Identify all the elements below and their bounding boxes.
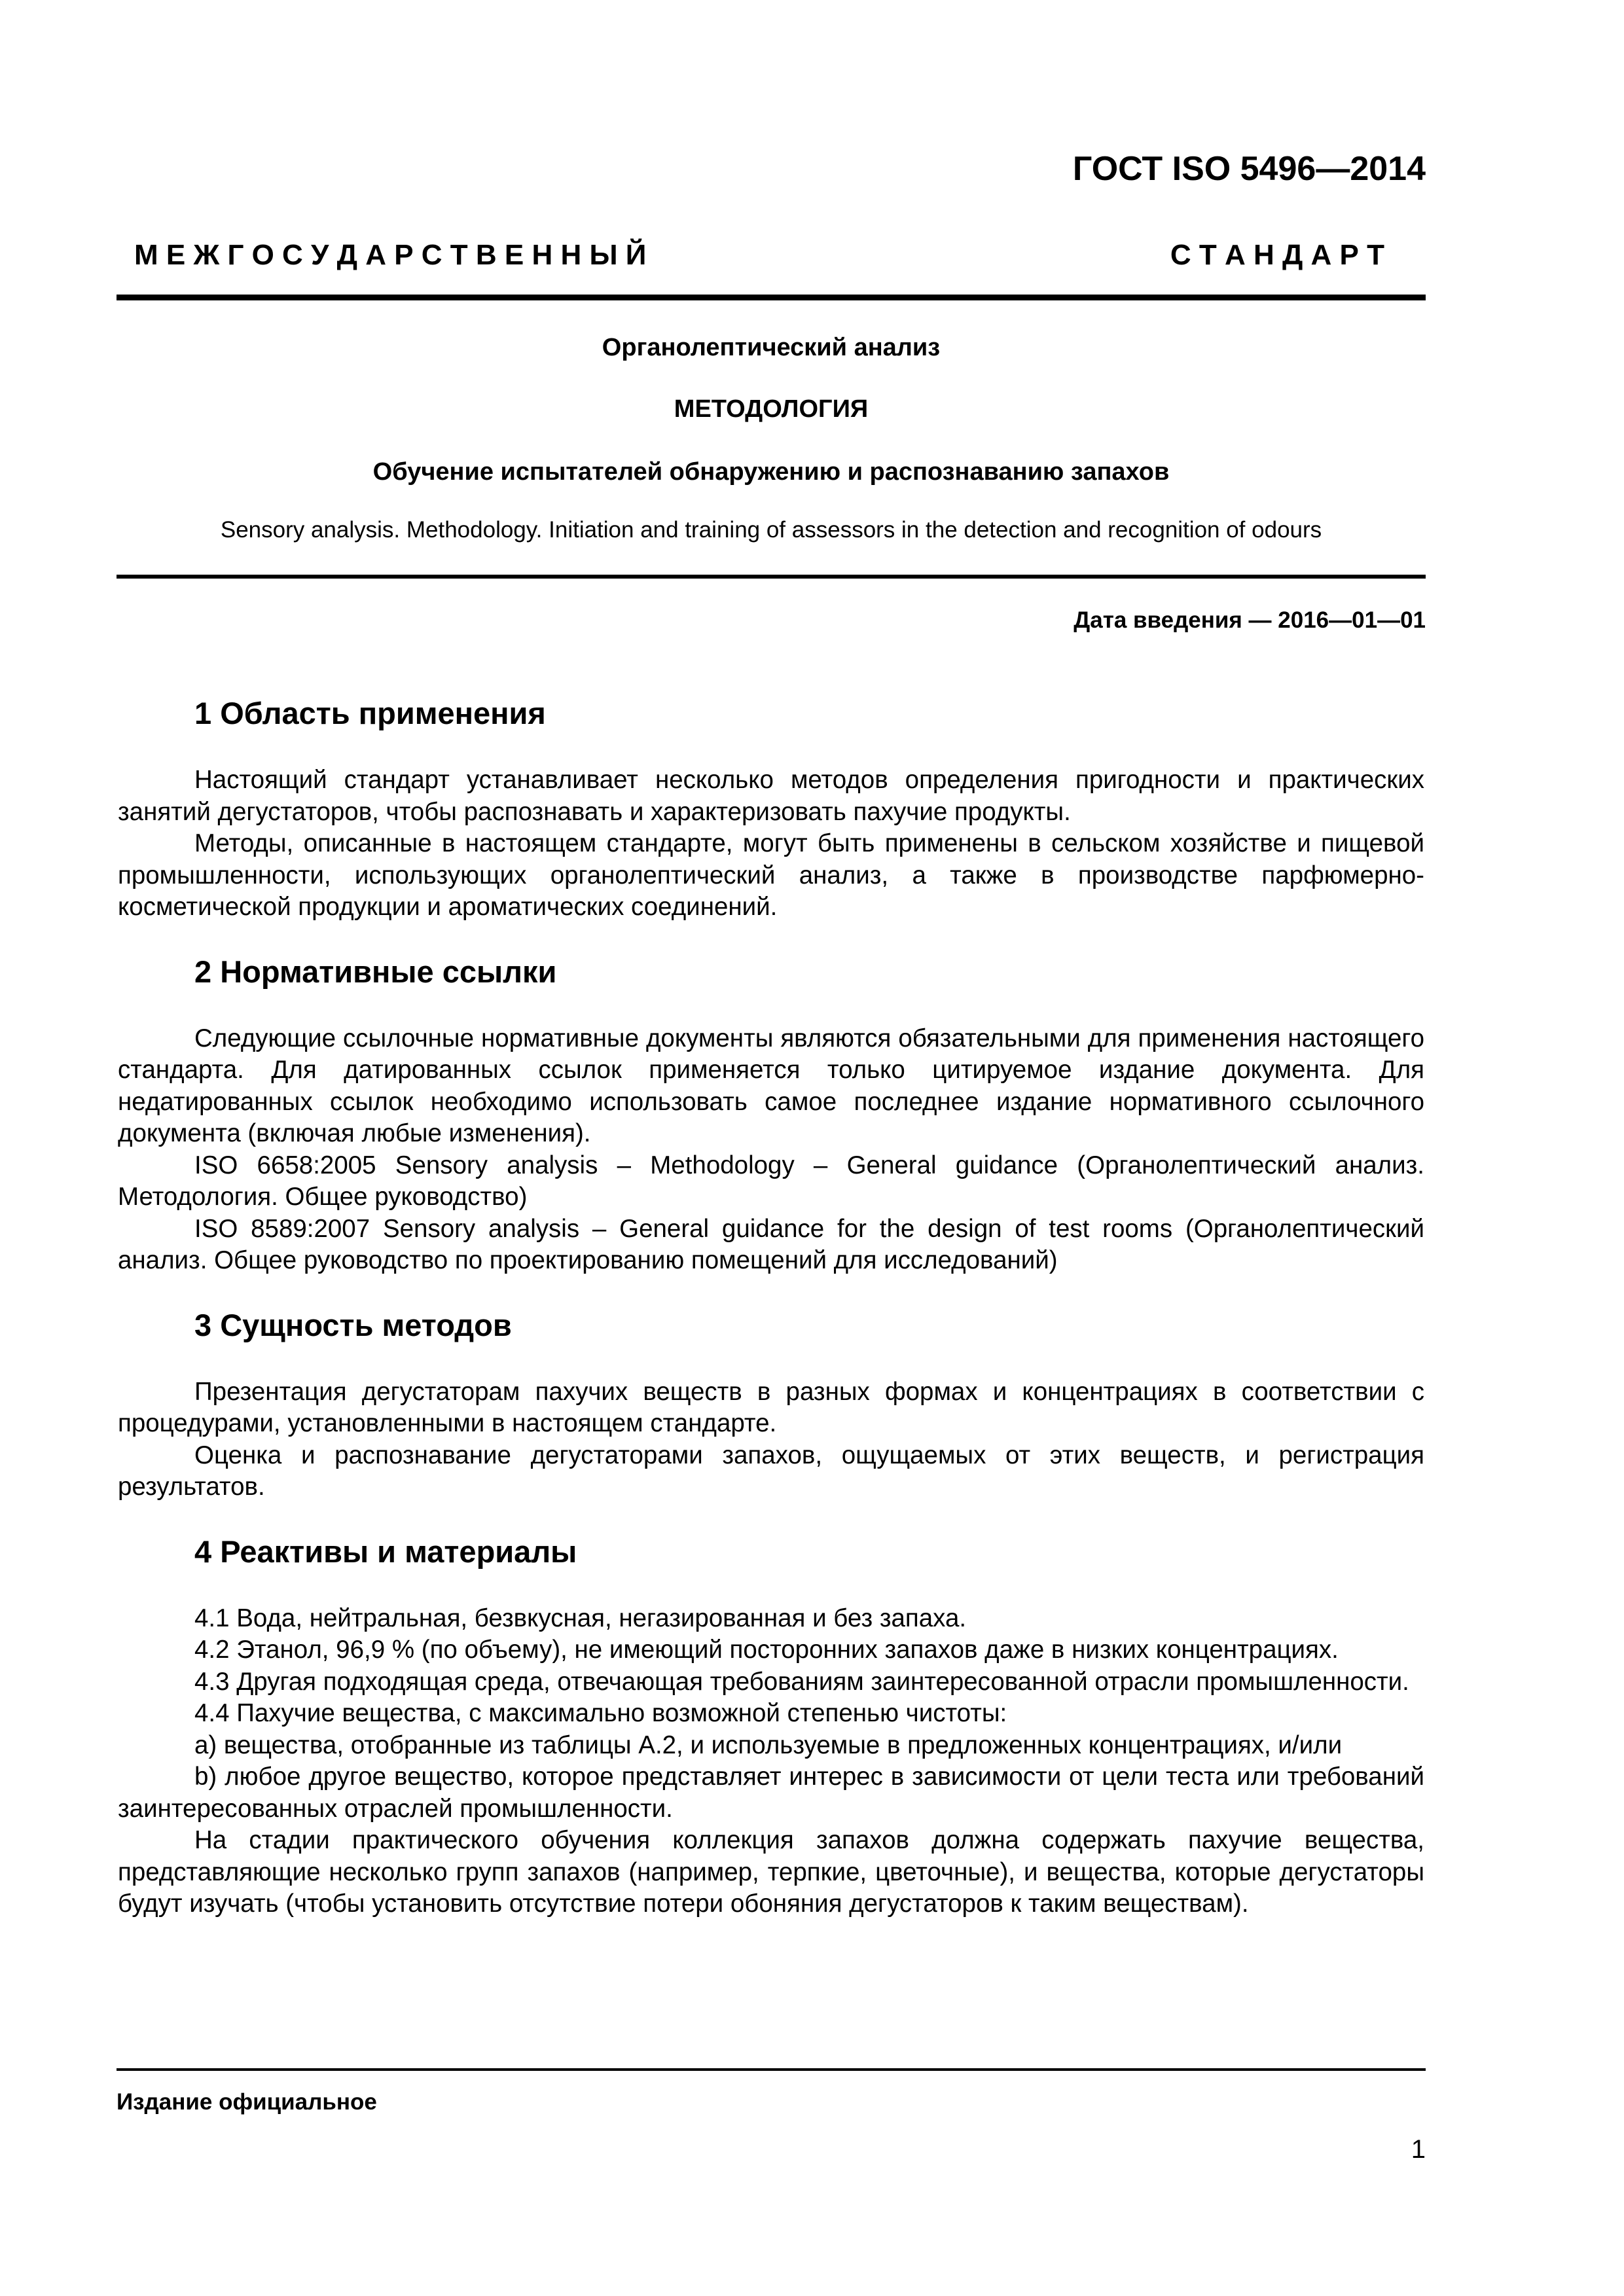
- section-heading: 3 Сущность методов: [194, 1307, 512, 1342]
- header-divider: [117, 295, 1426, 300]
- title-english: Sensory analysis. Methodology. Initiation and training of assessors in the detection and recognition of odours: [220, 517, 1322, 543]
- banner-word-standard: С Т А Н Д А Р Т: [1170, 239, 1384, 271]
- section-heading: 1 Область применения: [194, 696, 546, 730]
- paragraph: ISO 8589:2007 Sensory analysis – General guidance for the design of test rooms (Органолептический анализ. Общее руководство по проектированию помещений для исследований): [118, 1214, 1424, 1274]
- paragraph: 4.4 Пахучие вещества, с максимально возможной степенью чистоты:: [194, 1699, 1007, 1727]
- paragraph: Настоящий стандарт устанавливает несколько методов определения пригодности и практических занятий дегустаторов, чтобы распознавать и характеризовать пахучие продукты.: [118, 766, 1424, 826]
- title-line-2: МЕТОДОЛОГИЯ: [674, 395, 869, 423]
- paragraph: Презентация дегустаторам пахучих веществ в разных формах и концентрациях в соответствии с процедурами, установленными в настоящем стандарте.: [118, 1377, 1424, 1437]
- section-heading: 4 Реактивы и материалы: [194, 1534, 577, 1569]
- document-body: [118, 694, 1424, 1920]
- interstate-standard-banner: [134, 239, 1384, 272]
- document-number: ГОСТ ISO 5496—2014: [1072, 150, 1426, 188]
- footer-divider: [117, 2068, 1426, 2071]
- title-line-1: Органолептический анализ: [602, 334, 941, 361]
- paragraph: Оценка и распознавание дегустаторами запахов, ощущаемых от этих веществ, и регистрация результатов.: [118, 1441, 1424, 1501]
- paragraph: На стадии практического обучения коллекция запахов должна содержать пахучие вещества, представляющие несколько групп запахов (например, терпкие, цветочные), и вещества, которые дегустаторы будут изучать (чтобы установить отсутствие потери обоняния дегустаторов к таким веществам).: [118, 1826, 1424, 1918]
- paragraph: ISO 6658:2005 Sensory analysis – Methodology – General guidance (Органолептический анализ. Методология. Общее руководство): [118, 1151, 1424, 1211]
- banner-word-interstate: М Е Ж Г О С У Д А Р С Т В Е Н Н Ы Й: [134, 239, 647, 271]
- page-number: 1: [1411, 2135, 1426, 2164]
- paragraph: a) вещества, отобранные из таблицы А.2, и используемые в предложенных концентрациях, и/или: [194, 1731, 1343, 1759]
- title-divider: [117, 575, 1426, 579]
- paragraph: 4.1 Вода, нейтральная, безвкусная, негазированная и без запаха.: [194, 1604, 967, 1632]
- paragraph: 4.3 Другая подходящая среда, отвечающая требованиям заинтересованной отрасли промышленности.: [194, 1667, 1409, 1696]
- paragraph: 4.2 Этанол, 96,9 % (по объему), не имеющий посторонних запахов даже в низких концентрациях.: [194, 1636, 1339, 1664]
- introduction-date: Дата введения — 2016—01—01: [1074, 607, 1426, 633]
- section-heading: 2 Нормативные ссылки: [194, 954, 557, 989]
- paragraph: Методы, описанные в настоящем стандарте, могут быть применены в сельском хозяйстве и пищевой промышленности, использующих органолептический анализ, а также в производстве парфюмерно-косметической продукции и ароматических соединений.: [118, 829, 1424, 921]
- edition-note: Издание официальное: [117, 2089, 377, 2115]
- paragraph: b) любое другое вещество, которое представляет интерес в зависимости от цели теста или требований заинтересованных отраслей промышленности.: [118, 1763, 1424, 1823]
- paragraph: Следующие ссылочные нормативные документы являются обязательными для применения настоящего стандарта. Для датированных ссылок применяется только цитируемое издание документа. Для недатированных ссылок необходимо использовать самое последнее издание нормативного ссылочного документа (включая любые изменения).: [118, 1024, 1424, 1147]
- title-line-3: Обучение испытателей обнаружению и распознаванию запахов: [372, 458, 1170, 486]
